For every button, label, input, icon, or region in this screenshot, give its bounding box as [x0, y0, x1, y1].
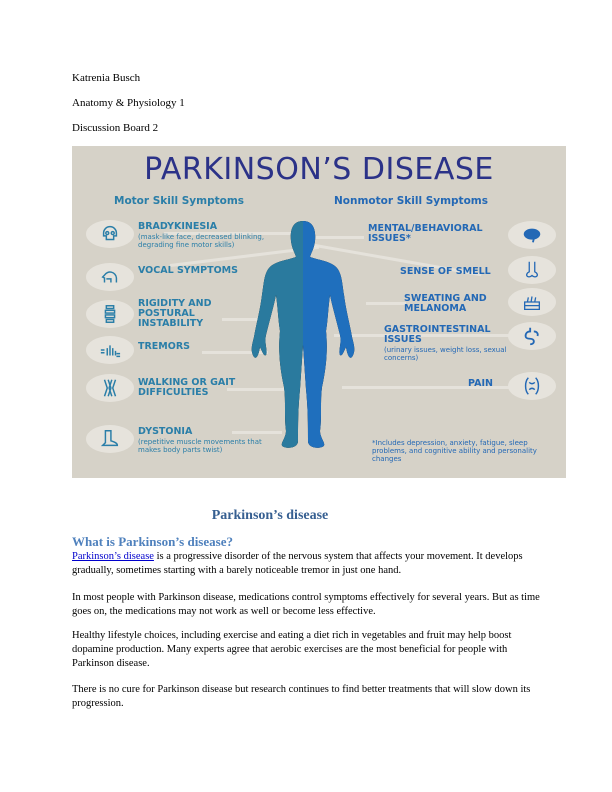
symptom-walking: WALKING OR GAIT DIFFICULTIES [138, 377, 236, 398]
assignment-name: Discussion Board 2 [72, 122, 159, 134]
brain-icon [508, 221, 556, 249]
shaking-hand-icon [86, 336, 134, 364]
skull-icon [86, 220, 134, 248]
foot-icon [86, 425, 134, 453]
human-body-icon [248, 219, 358, 451]
symptom-mental: MENTAL/BEHAVIORAL ISSUES* [368, 223, 483, 244]
infographic-footnote: *Includes depression, anxiety, fatigue, sleep problems, and cognitive ability and personality changes [372, 439, 537, 463]
nose-icon [508, 256, 556, 284]
stomach-icon [508, 322, 556, 350]
symptom-gastro: GASTROINTESTINAL ISSUES (urinary issues, weight loss, sexual concerns) [384, 324, 507, 362]
nonmotor-heading: Nonmotor Skill Symptoms [334, 195, 488, 207]
paragraph-lifestyle: Healthy lifestyle choices, including exercise and eating a diet rich in vegetables and fruit may help boost dopamine production. Many experts agree that aerobic exercises are the most beneficial for people with Parkinson disease. [72, 630, 512, 669]
spine-icon [86, 300, 134, 328]
paragraph-cure: There is no cure for Parkinson disease but research continues to find better treatments that will slow down its progression. [72, 684, 531, 709]
symptom-smell: SENSE OF SMELL [400, 266, 491, 277]
pointer-line [366, 302, 406, 305]
parkinsons-infographic [72, 146, 566, 478]
author-name: Katrenia Busch [72, 72, 141, 84]
infographic-title: PARKINSON’S DISEASE [144, 152, 494, 187]
joint-icon [508, 372, 556, 400]
motor-heading: Motor Skill Symptoms [114, 195, 245, 207]
symptom-pain: PAIN [468, 378, 493, 389]
symptom-sweating: SWEATING AND MELANOMA [404, 293, 487, 314]
head-profile-icon [86, 263, 134, 291]
paragraph-medications: In most people with Parkinson disease, medications control symptoms effectively for several years. But as time goes on, the medications may not work as well or become less effective. [72, 592, 540, 617]
section-heading: What is Parkinson’s disease? [72, 534, 233, 549]
parkinsons-link[interactable]: Parkinson’s disease [72, 551, 154, 562]
paragraph-intro: Parkinson’s disease is a progressive disorder of the nervous system that affects your movement. It develops gradually, sometimes starting with a barely noticeable tremor in just one hand. [72, 551, 523, 576]
symptom-dystonia: DYSTONIA (repetitive muscle movements that makes body parts twist) [138, 426, 262, 454]
legs-icon [86, 374, 134, 402]
symptom-tremors: TREMORS [138, 341, 190, 352]
course-name: Anatomy & Physiology 1 [72, 97, 185, 109]
symptom-bradykinesia: BRADYKINESIA (mask-like face, decreased blinking, degrading fine motor skills) [138, 221, 265, 249]
symptom-rigidity: RIGIDITY AND POSTURAL INSTABILITY [138, 298, 212, 329]
document-title: Parkinson’s disease [211, 508, 329, 523]
skin-icon [508, 288, 556, 316]
symptom-vocal: VOCAL SYMPTOMS [138, 265, 238, 276]
